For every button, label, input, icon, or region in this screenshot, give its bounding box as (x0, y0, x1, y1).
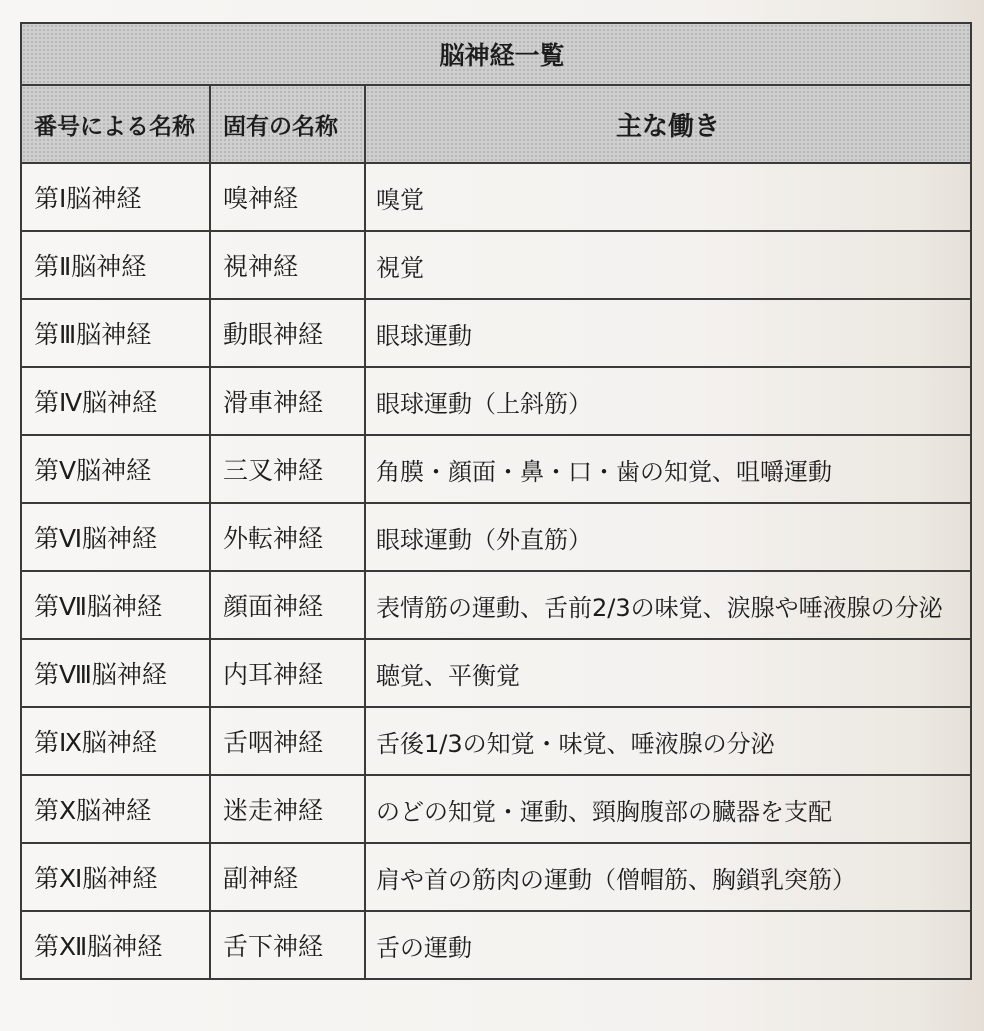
cell-main-function: 舌後1/3の知覚・味覚、唾液腺の分泌 (365, 707, 971, 775)
cell-number-name: 第Ⅳ脳神経 (21, 367, 210, 435)
cell-number-name: 第Ⅶ脳神経 (21, 571, 210, 639)
cell-main-function: 肩や首の筋肉の運動（僧帽筋、胸鎖乳突筋） (365, 843, 971, 911)
cell-proper-name: 外転神経 (210, 503, 365, 571)
cell-main-function: 眼球運動（上斜筋） (365, 367, 971, 435)
cell-number-name: 第Ⅲ脳神経 (21, 299, 210, 367)
cell-proper-name: 視神経 (210, 231, 365, 299)
cell-proper-name: 舌下神経 (210, 911, 365, 979)
table-row (21, 367, 971, 435)
cell-number-name: 第Ⅻ脳神経 (21, 911, 210, 979)
table-row (21, 231, 971, 299)
cell-main-function: 角膜・顔面・鼻・口・歯の知覚、咀嚼運動 (365, 435, 971, 503)
cell-proper-name: 嗅神経 (210, 163, 365, 231)
header-proper-name: 固有の名称 (210, 85, 365, 163)
cell-proper-name: 副神経 (210, 843, 365, 911)
table-title: 脳神経一覧 (21, 23, 971, 85)
table-row (21, 299, 971, 367)
cell-proper-name: 三叉神経 (210, 435, 365, 503)
table-row (21, 639, 971, 707)
cell-number-name: 第Ⅹ脳神経 (21, 775, 210, 843)
table-header-row (21, 85, 971, 163)
table-row (21, 775, 971, 843)
cell-proper-name: 滑車神経 (210, 367, 365, 435)
cell-main-function: 視覚 (365, 231, 971, 299)
table-row (21, 435, 971, 503)
table-title-row (21, 23, 971, 85)
table-row (21, 503, 971, 571)
table-row (21, 571, 971, 639)
cell-number-name: 第Ⅱ脳神経 (21, 231, 210, 299)
cell-number-name: 第Ⅵ脳神経 (21, 503, 210, 571)
cell-proper-name: 内耳神経 (210, 639, 365, 707)
cell-number-name: 第Ⅸ脳神経 (21, 707, 210, 775)
cell-proper-name: 舌咽神経 (210, 707, 365, 775)
cell-main-function: 嗅覚 (365, 163, 971, 231)
cell-number-name: 第Ⅰ脳神経 (21, 163, 210, 231)
table-row (21, 707, 971, 775)
cell-proper-name: 顔面神経 (210, 571, 365, 639)
cell-number-name: 第Ⅺ脳神経 (21, 843, 210, 911)
header-main-function: 主な働き (365, 85, 971, 163)
cell-main-function: 表情筋の運動、舌前2/3の味覚、涙腺や唾液腺の分泌 (365, 571, 971, 639)
cranial-nerves-table (20, 22, 972, 980)
cell-main-function: 眼球運動 (365, 299, 971, 367)
cell-number-name: 第Ⅷ脳神経 (21, 639, 210, 707)
cell-number-name: 第Ⅴ脳神経 (21, 435, 210, 503)
table-row (21, 911, 971, 979)
cell-main-function: 舌の運動 (365, 911, 971, 979)
cell-proper-name: 迷走神経 (210, 775, 365, 843)
header-number-name: 番号による名称 (21, 85, 210, 163)
cell-main-function: 聴覚、平衡覚 (365, 639, 971, 707)
cell-main-function: のどの知覚・運動、頸胸腹部の臓器を支配 (365, 775, 971, 843)
table-row (21, 163, 971, 231)
cell-proper-name: 動眼神経 (210, 299, 365, 367)
cell-main-function: 眼球運動（外直筋） (365, 503, 971, 571)
table-row (21, 843, 971, 911)
